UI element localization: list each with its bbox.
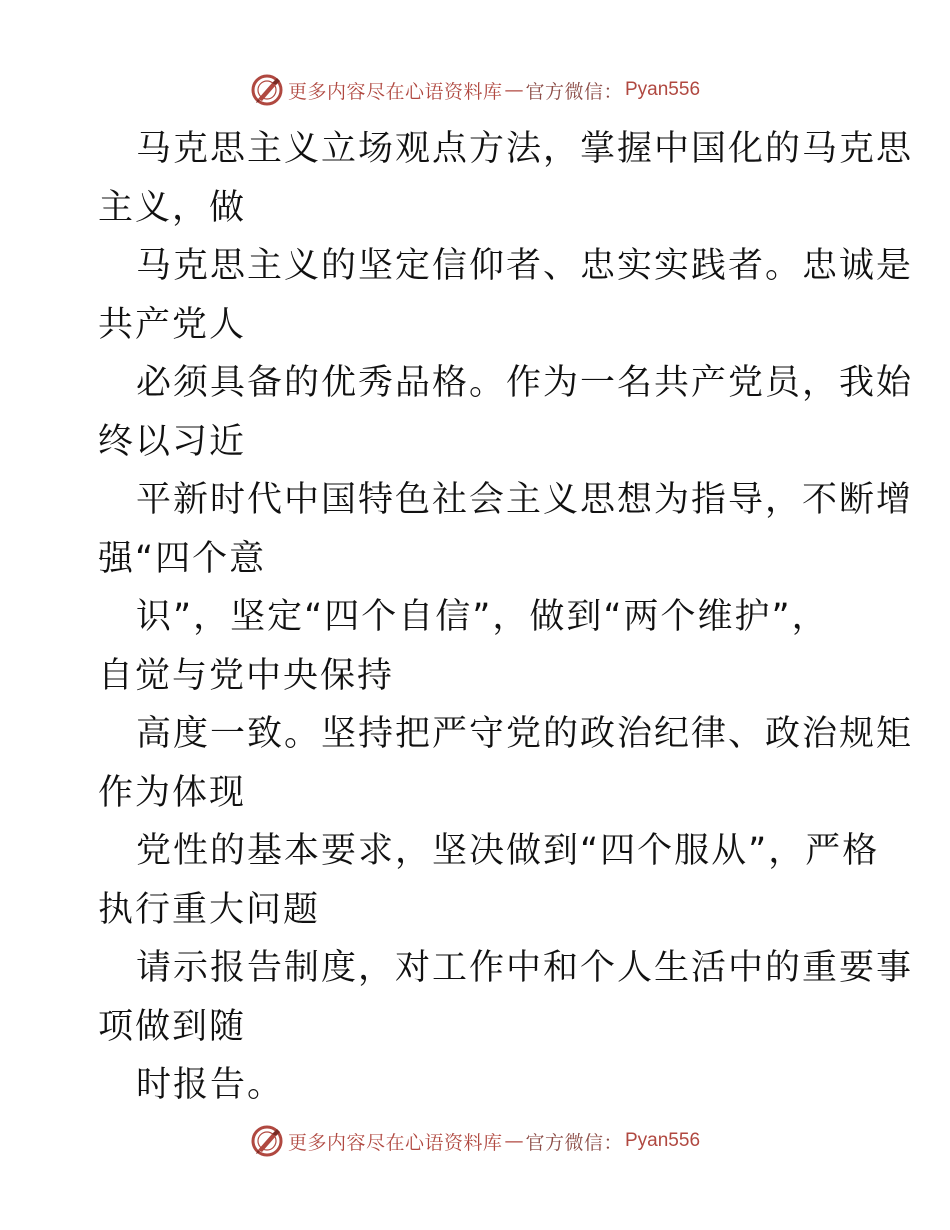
text-line: 主义，做 [98,187,247,228]
watermark-sub-text: 官方微信： [525,80,623,103]
text-line: 作为体现 [98,772,247,813]
text-line: 党性的基本要求，坚决做到“四个服从”，严格 [136,831,880,871]
text-line: 马克思主义立场观点方法，掌握中国化的马克思 [136,129,914,169]
text-line: 高度一致。坚持把严守党的政治纪律、政治规矩 [136,714,914,754]
text-line: 马克思主义的坚定信仰者、忠实实践者。忠诚是 [136,246,914,286]
watermark-wechat-id: Pyan556 [625,79,701,100]
footer-watermark [0,1121,950,1161]
watermark-dash: — [504,79,524,101]
text-line: 请示报告制度，对工作中和个人生活中的重要事 [136,948,914,988]
watermark-sub-text: 官方微信： [525,1131,623,1154]
watermark-main-text: 更多内容尽在心语资料库 [287,1131,503,1154]
text-line: 项做到随 [98,1006,247,1047]
watermark-main-text: 更多内容尽在心语资料库 [287,80,503,103]
text-line: 时报告。 [136,1065,285,1105]
header-watermark [0,70,950,110]
watermark-wechat-id: Pyan556 [625,1130,701,1151]
pen-circle-logo-icon [250,73,284,107]
pen-circle-logo-icon [250,1124,284,1158]
text-line: 识”，坚定“四个自信”，做到“两个维护”， [136,597,829,637]
watermark-dash: — [504,1130,524,1152]
text-line: 执行重大问题 [98,889,321,930]
text-line: 必须具备的优秀品格。作为一名共产党员，我始 [136,363,914,403]
text-line: 平新时代中国特色社会主义思想为指导，不断增 [136,480,914,520]
text-line: 强“四个意 [98,538,267,579]
document-body [98,120,914,1115]
text-line: 终以习近 [98,421,247,462]
text-line: 自觉与党中央保持 [98,655,395,696]
text-line: 共产党人 [98,304,247,345]
